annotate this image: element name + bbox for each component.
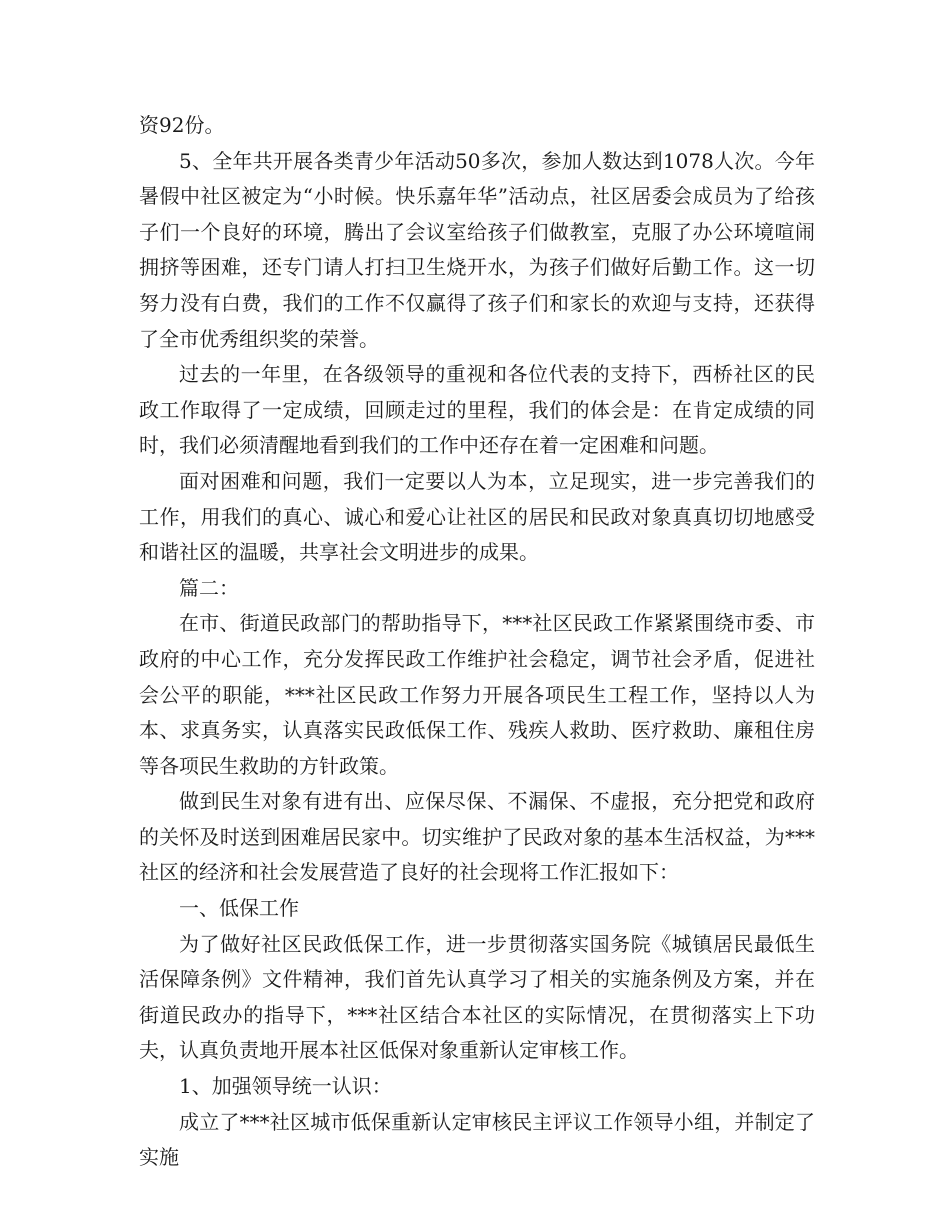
paragraph-2: 5、全年共开展各类青少年活动50多次，参加人数达到1078人次。今年暑假中社区被定为“小时候。快乐嘉年华”活动点，社区居委会成员为了给孩子们一个良好的环境，腾出了会议室给孩子们做教室，克服了办公环境喧闹拥挤等困难，还专门请人打扫卫生烧开水，为孩子们做好后勤工作。这一切努力没有白费，我们的工作不仅赢得了孩子们和家长的欢迎与支持，还获得了全市优秀组织奖的荣誉。 bbox=[139, 148, 815, 351]
section-heading-part-two: 篇二： bbox=[179, 575, 239, 600]
paragraph-6: 做到民生对象有进有出、应保尽保、不漏保、不虚报，充分把党和政府的关怀及时送到困难居民家中。切实维护了民政对象的基本生活权益，为***社区的经济和社会发展营造了良好的社会现将工作汇报如下： bbox=[139, 789, 815, 885]
paragraph-8: 成立了***社区城市低保重新认定审核民主评议工作领导小组，并制定了实施 bbox=[139, 1109, 815, 1170]
paragraph-5: 在市、街道民政部门的帮助指导下，***社区民政工作紧紧围绕市委、市政府的中心工作，充分发挥民政工作维护社会稳定，调节社会矛盾，促进社会公平的职能，***社区民政工作努力开展各项民生工程工作，坚持以人为本、求真务实，认真落实民政低保工作、残疾人救助、医疗救助、廉租住房等各项民生救助的方针政策。 bbox=[139, 611, 815, 778]
section-heading-low-income: 一、低保工作 bbox=[179, 896, 299, 921]
paragraph-7: 为了做好社区民政低保工作，进一步贯彻落实国务院《城镇居民最低生活保障条例》文件精神，我们首先认真学习了相关的实施条例及方案，并在街道民政办的指导下，***社区结合本社区的实际情况，在贯彻落实上下功夫，认真负责地开展本社区低保对象重新认定审核工作。 bbox=[139, 931, 815, 1063]
subheading-leadership: 1、加强领导统一认识： bbox=[179, 1074, 392, 1099]
paragraph-4: 面对困难和问题，我们一定要以人为本，立足现实，进一步完善我们的工作，用我们的真心、诚心和爱心让社区的居民和民政对象真真切切地感受和谐社区的温暖，共享社会文明进步的成果。 bbox=[139, 468, 815, 565]
paragraph-1: 资92份。 bbox=[139, 113, 225, 137]
paragraph-3: 过去的一年里，在各级领导的重视和各位代表的支持下，西桥社区的民政工作取得了一定成绩，回顾走过的里程，我们的体会是：在肯定成绩的同时，我们必须清醒地看到我们的工作中还存在着一定困难和问题。 bbox=[139, 362, 815, 458]
document-page bbox=[139, 108, 815, 1176]
